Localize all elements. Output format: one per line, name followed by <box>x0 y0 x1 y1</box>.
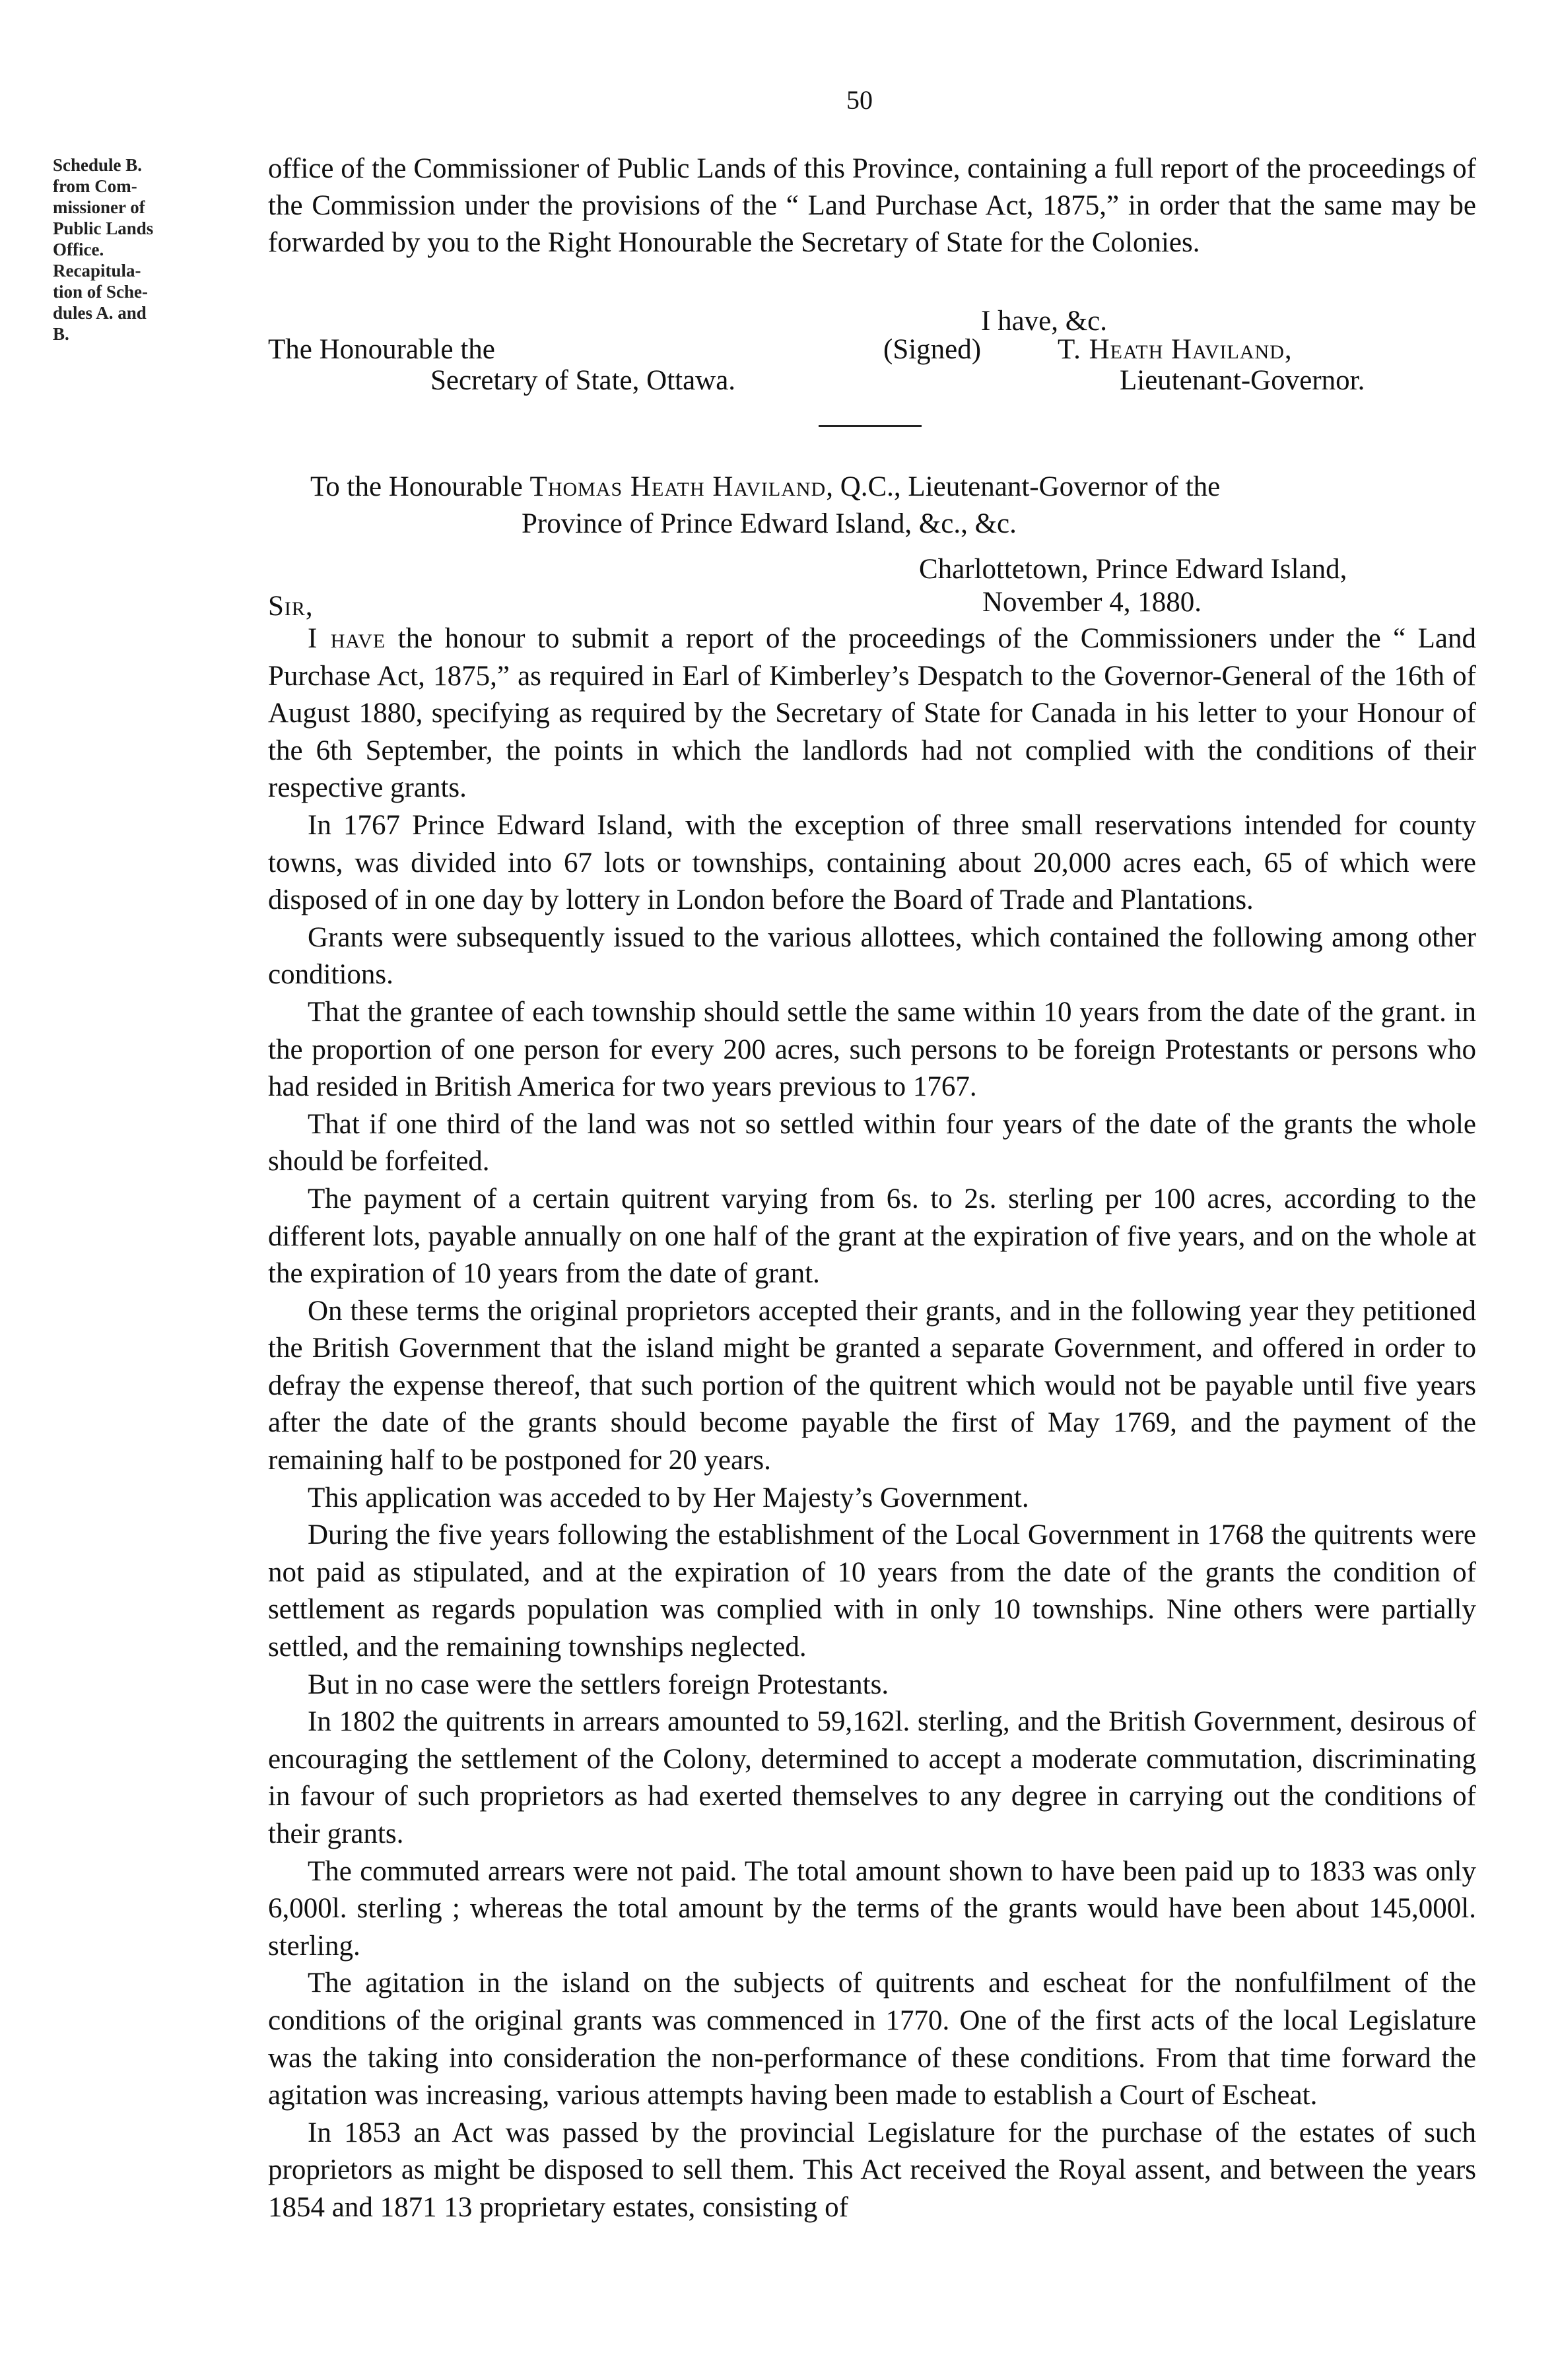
margin-note-line: Office. <box>53 240 104 259</box>
margin-note-line: dules A. and <box>53 303 147 323</box>
body-paragraph: The payment of a certain quitrent varying from 6s. to 2s. sterling per 100 acres, according to the different lots, payable annually on one half of the grant at the expiration of five years, and on the whole at the expiration of 10 years from the date of grant. <box>268 1183 1476 1290</box>
body-paragraph: This application was acceded to by Her Majesty’s Government. <box>308 1482 1029 1513</box>
margin-note-line: from Com- <box>53 176 137 196</box>
place: Charlottetown, Prince Edward Island, <box>919 554 1347 585</box>
report-body <box>268 620 1476 2227</box>
address-name: Thomas Heath Haviland <box>529 471 827 502</box>
address-line-1 <box>310 469 1479 506</box>
address-to: To the Honourable <box>310 471 530 502</box>
body-paragraph: In 1767 Prince Edward Island, with the exception of three small reservations intended for county towns, was divided into 67 lots or townships, containing about 20,000 acres each, 65 of which were disposed of in one day by lottery in London before the Board of Trade and Plantations. <box>268 809 1476 916</box>
margin-note-line: Recapitula- <box>53 261 141 281</box>
body-paragraph: The commuted arrears were not paid. The total amount shown to have been paid up to 1833 was only 6,000l. sterling ; whereas the total amount by the terms of the grants would have been about 145,000l. sterling. <box>268 1855 1476 1962</box>
addressee-line-1: The Honourable the <box>268 334 495 365</box>
signed-label: (Signed) <box>883 334 982 365</box>
addressee-line-2: Secretary of State, Ottawa. <box>430 365 736 396</box>
body-paragraph <box>268 620 1476 807</box>
page-number: 50 <box>846 85 873 115</box>
opening-text: the honour to submit a report of the proceedings of the Commissioners under the “ Land Purchase Act, 1875,” as required in Earl of Kimberley’s Despatch to the Governor-General of the 16th of August 1880, specifying as required by the Secretary of State for Canada in his letter to your Honour of the 6th September, the points in which the landlords had not complied with the conditions of their respective grants. <box>268 623 1476 804</box>
margin-note-line: missioner of <box>53 197 145 217</box>
letter-paragraph: office of the Commissioner of Public Lands of this Province, containing a full report of the proceedings of the Commission under the provisions of the “ Land Purchase Act, 1875,” in order that the same may be forwarded by you to the Right Honourable the Secretary of State for the Colonies. <box>268 153 1476 258</box>
address-line-2: Province of Prince Edward Island, &c., &c. <box>522 508 1017 539</box>
signer-name: T. Heath Haviland, <box>1058 334 1293 365</box>
body-paragraph: During the five years following the establishment of the Local Government in 1768 the quitrents were not paid as stipulated, and at the expiration of 10 years from the date of the grants the condition of settlement as regards population was complied with in only 10 townships. Nine others were partially settled, and the remaining townships neglected. <box>268 1519 1476 1663</box>
margin-note-line: B. <box>53 324 69 344</box>
body-paragraph: The agitation in the island on the subjects of quitrents and escheat for the nonfulfilment of the conditions of the original grants was commenced in 1770. One of the first acts of the local Legislature was the taking into consideration the non-performance of these conditions. From that time forward the agitation was increasing, various attempts having been made to establish a Court of Escheat. <box>268 1967 1476 2111</box>
margin-note-line: Public Lands <box>53 218 154 238</box>
body-paragraph: That the grantee of each township should settle the same within 10 years from the date of the grant. in the proportion of one person for every 200 acres, such persons to be foreign Protestants or persons who had resided in British America for two years previous to 1767. <box>268 996 1476 1103</box>
report-date: November 4, 1880. <box>982 587 1202 618</box>
opening-caps: I have <box>308 623 386 654</box>
margin-note-line: Schedule B. <box>53 155 143 175</box>
margin-note-line: tion of Sche- <box>53 282 148 302</box>
salutation: Sir, <box>268 591 314 622</box>
body-paragraph: But in no case were the settlers foreign Protestants. <box>308 1669 889 1700</box>
body-paragraph: In 1853 an Act was passed by the provincial Legislature for the purchase of the estates of such proprietors as might be disposed to sell them. This Act received the Royal assent, and between the years 1854 and 1871 13 proprietary estates, consisting of <box>268 2117 1476 2223</box>
section-divider <box>819 425 922 427</box>
letter-continuation <box>268 150 1476 261</box>
body-paragraph: Grants were subsequently issued to the various allottees, which contained the following among other conditions. <box>268 921 1476 991</box>
report-address <box>310 469 1479 543</box>
signature-row-2 <box>268 364 1476 401</box>
margin-note <box>53 154 218 345</box>
address-rest: , Q.C., Lieutenant-Governor of the <box>826 471 1221 502</box>
closing: I have, &c. <box>981 306 1108 337</box>
body-paragraph: On these terms the original proprietors accepted their grants, and in the following year they petitioned the British Government that the island might be granted a separate Government, and offered in order to defray the expense thereof, that such portion of the quitrent which would not be payable until five years after the date of the grants should become payable the first of May 1769, and the payment of the remaining half to be postponed for 20 years. <box>268 1295 1476 1476</box>
body-paragraph: That if one third of the land was not so settled within four years of the date of the grants the whole should be forfeited. <box>268 1108 1476 1177</box>
body-paragraph: In 1802 the quitrents in arrears amounted to 59,162l. sterling, and the British Government, desirous of encouraging the settlement of the Colony, determined to accept a moderate commutation, discriminating in favour of such proprietors as had exerted themselves to any degree in carrying out the conditions of their grants. <box>268 1706 1476 1849</box>
signer-title: Lieutenant-Governor. <box>1120 365 1365 396</box>
